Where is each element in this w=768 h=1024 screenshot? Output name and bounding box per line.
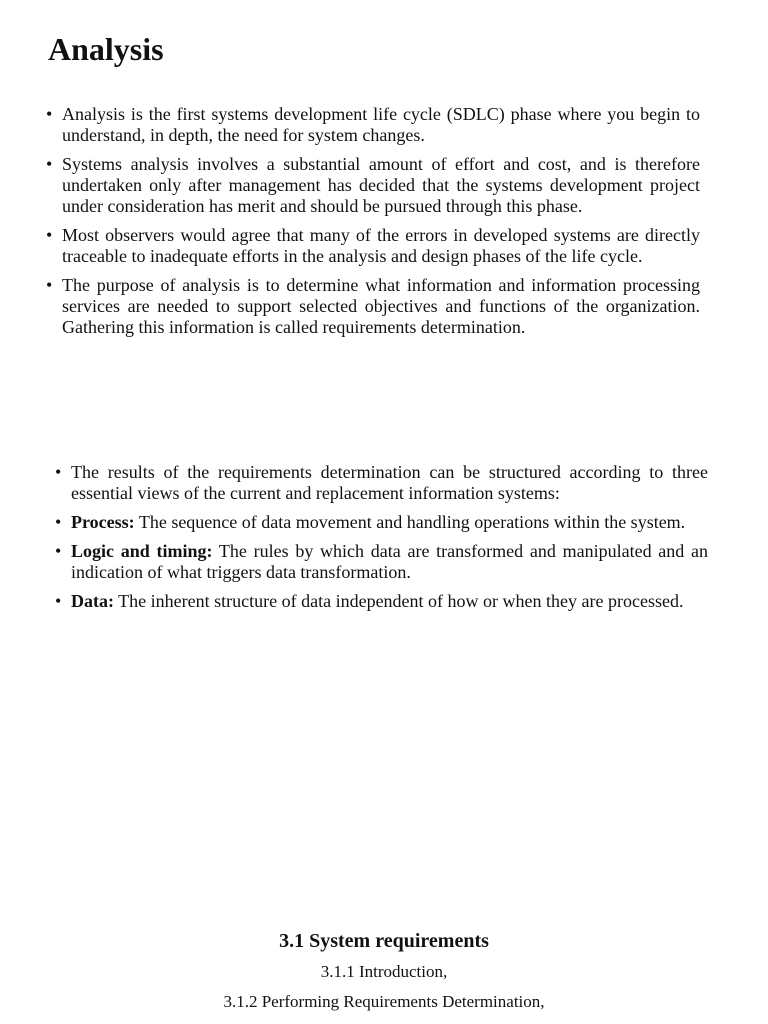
requirements-views-list [55, 462, 708, 620]
term-label: Process: [71, 512, 135, 532]
term-label: Data: [71, 591, 114, 611]
term-label: Logic and timing: [71, 541, 213, 561]
section-heading: 3.1 System requirements [279, 930, 489, 952]
list-item: • Analysis is the first systems development life cycle (SDLC) phase where you begin to understand, in depth, the need for system changes. [46, 104, 700, 146]
list-item: • Systems analysis involves a substantial amount of effort and cost, and is therefore undertaken only after management has decided that the systems development project under consideration has merit and should be pursued through this phase. [46, 154, 700, 217]
term-description: The rules by which data are transformed and manipulated and an indication of what triggers data transformation. [71, 541, 709, 582]
list-item-data [55, 591, 708, 612]
toc-entry: 3.1.2 Performing Requirements Determination, [223, 992, 545, 1011]
list-item-logic-timing [55, 541, 708, 583]
list-item-intro: • The results of the requirements determination can be structured according to three essential views of the current and replacement information systems: [55, 462, 708, 504]
term-description: The sequence of data movement and handling operations within the system. [134, 512, 686, 532]
analysis-bullet-list [46, 104, 700, 346]
term-description: The inherent structure of data independent of how or when they are processed. [114, 591, 684, 611]
list-item-process [55, 512, 708, 533]
toc-entry: 3.1.1 Introduction, [320, 962, 448, 981]
page-title: Analysis [48, 31, 164, 67]
list-item: • The purpose of analysis is to determine what information and information processing services are needed to support selected objectives and functions of the organization. Gathering this information is called requirements determination. [46, 275, 700, 338]
list-item: • Most observers would agree that many of the errors in developed systems are directly traceable to inadequate efforts in the analysis and design phases of the life cycle. [46, 225, 700, 267]
